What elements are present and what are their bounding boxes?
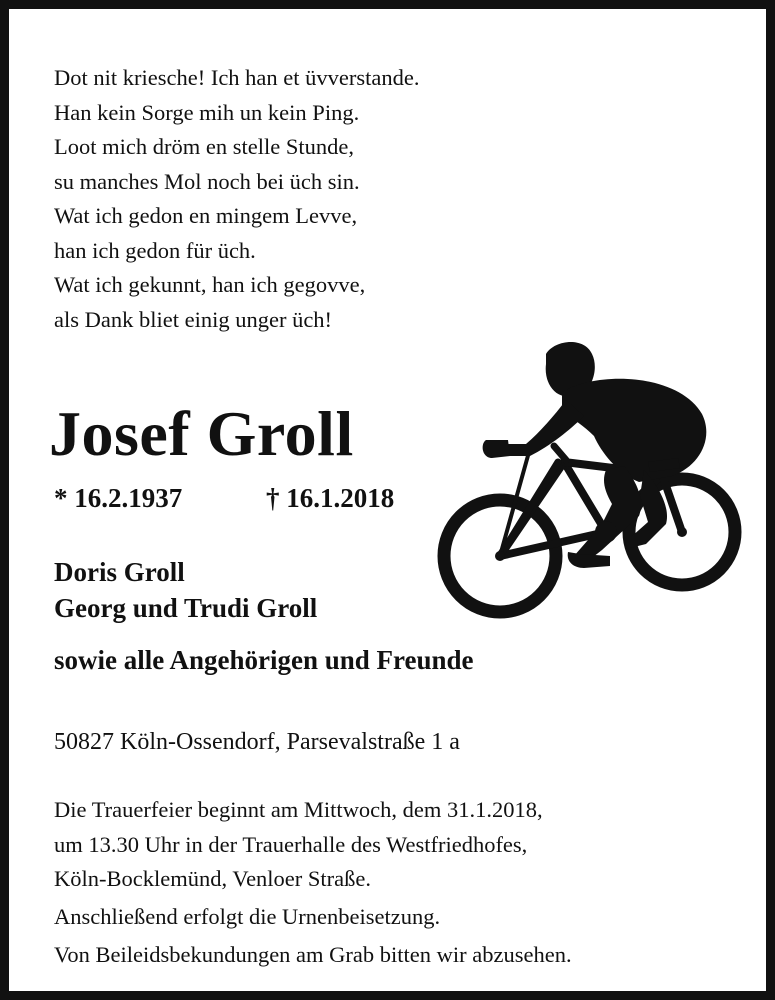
poem-line: Dot nit kriesche! Ich han et üvverstande.	[54, 65, 420, 90]
birth-date: * 16.2.1937	[54, 483, 183, 513]
deceased-name: Josef Groll	[49, 398, 354, 469]
poem-line: Han kein Sorge mih un kein Ping.	[54, 99, 360, 125]
service-info	[54, 793, 543, 897]
poem-line: Wat ich gekunnt, han ich gegovve,	[54, 272, 366, 297]
poem-line: su manches Mol noch bei üch sin.	[54, 168, 360, 194]
poem-line: als Dank bliet einig unger üch!	[54, 306, 333, 332]
family-extra: sowie alle Angehörigen und Freunde	[54, 645, 474, 675]
poem-line: han ich gedon für üch.	[54, 237, 256, 263]
poem	[54, 61, 420, 337]
service-line: Köln-Bocklemünd, Venloer Straße.	[54, 866, 372, 891]
family-members	[54, 554, 317, 626]
poem-line: Wat ich gedon en mingem Levve,	[54, 203, 358, 228]
address: 50827 Köln-Ossendorf, Parsevalstraße 1 a	[54, 729, 460, 755]
service-line: Die Trauerfeier beginnt am Mittwoch, dem 31.1.2018,	[54, 797, 543, 822]
poem-line: Loot mich dröm en stelle Stunde,	[54, 134, 354, 159]
condolence-request: Von Beileidsbekundungen am Grab bitten wir abzusehen.	[54, 942, 572, 967]
death-date: † 16.1.2018	[266, 483, 395, 513]
cyclist-icon	[434, 334, 749, 624]
family-member: Georg und Trudi Groll	[54, 593, 318, 623]
burial-note: Anschließend erfolgt die Urnenbeisetzung.	[54, 904, 441, 929]
service-line: um 13.30 Uhr in der Trauerhalle des Westfriedhofes,	[54, 831, 528, 857]
family-member: Doris Groll	[54, 557, 185, 587]
